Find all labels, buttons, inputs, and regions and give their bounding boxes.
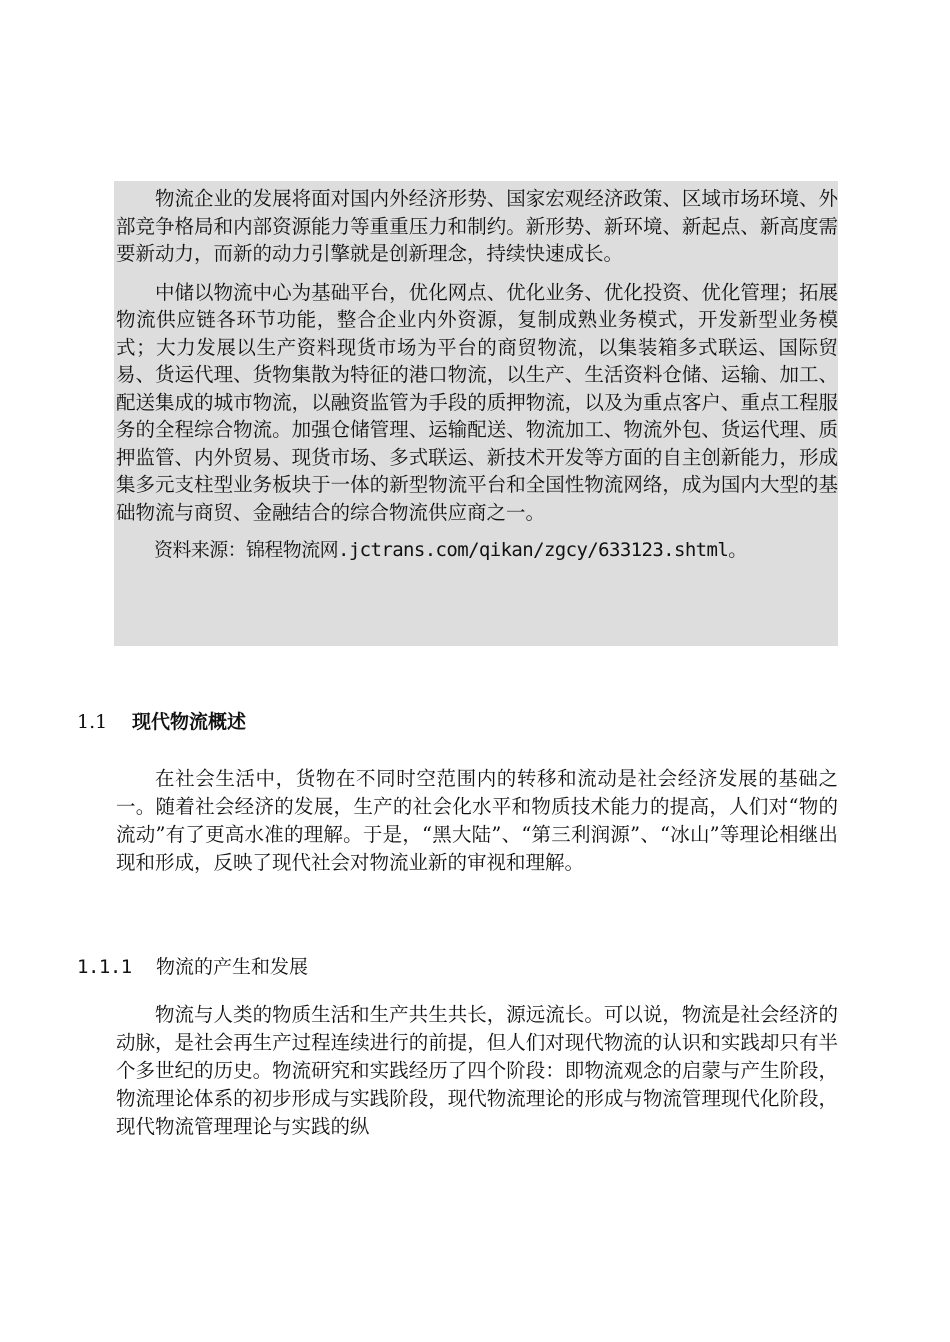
source-citation: 资料来源：锦程物流网.jctrans.com/qikan/zgcy/633123.shtml。 xyxy=(154,539,747,561)
section-title: 现代物流概述 xyxy=(132,711,247,733)
quote-paragraph-1: 物流企业的发展将面对国内外经济形势、国家宏观经济政策、区域市场环境、外部竞争格局和内部资源能力等重重压力和制约。新形势、新环境、新起点、新高度需要新动力，而新的动力引擎就是创新理念，持续快速成长。 xyxy=(116,187,838,265)
subsection-number: 1.1.1 xyxy=(77,956,132,978)
section-heading-1-1-1 xyxy=(77,953,308,981)
quote-box xyxy=(114,181,838,646)
subsection-title: 物流的产生和发展 xyxy=(156,956,309,978)
section-heading-1-1 xyxy=(77,708,246,736)
quote-paragraph-2: 中储以物流中心为基础平台，优化网点、优化业务、优化投资、优化管理；拓展物流供应链各环节功能，整合企业内外资源，复制成熟业务模式，开发新型业务模式；大力发展以生产资料现货市场为平台的商贸物流，以集装箱多式联运、国际贸易、货运代理、货物集散为特征的港口物流，以生产、生活资料仓储、运输、加工、配送集成的城市物流，以融资监管为手段的质押物流，以及为重点客户、重点工程服务的全程综合物流。加强仓储管理、运输配送、物流加工、物流外包、货运代理、质押监管、内外贸易、现货市场、多式联运、新技术开发等方面的自主创新能力，形成集多元支柱型业务板块于一体的新型物流平台和全国性物流网络，成为国内大型的基础物流与商贸、金融结合的综合物流供应商之一。 xyxy=(116,280,838,524)
section-1-1-1-body xyxy=(116,1001,838,1141)
body-paragraph: 在社会生活中，货物在不同时空范围内的转移和流动是社会经济发展的基础之一。随着社会经济的发展，生产的社会化水平和物质技术能力的提高，人们对“物的流动”有了更高水准的理解。于是，“黑大陆”、“第三利润源”、“冰山”等理论相继出现和形成，反映了现代社会对物流业新的审视和理解。 xyxy=(116,767,838,874)
section-1-1-body xyxy=(116,765,838,877)
quote-box-content xyxy=(116,185,838,584)
section-number: 1.1 xyxy=(77,711,108,733)
body-paragraph: 物流与人类的物质生活和生产共生共长，源远流长。可以说，物流是社会经济的动脉，是社会再生产过程连续进行的前提，但人们对现代物流的认识和实践却只有半个多世纪的历史。物流研究和实践经历了四个阶段：即物流观念的启蒙与产生阶段，物流理论体系的初步形成与实践阶段，现代物流理论的形成与物流管理现代化阶段，现代物流管理理论与实践的纵 xyxy=(116,1003,838,1138)
